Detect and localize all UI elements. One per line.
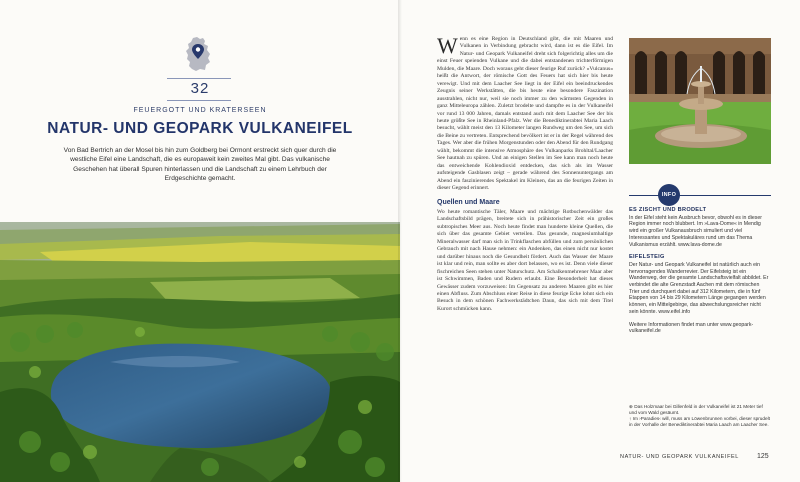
info-box — [629, 207, 771, 341]
info-badge: INFO — [658, 184, 680, 206]
drop-cap: W — [437, 33, 458, 58]
info-divider — [629, 195, 771, 196]
number-rule-bottom — [167, 100, 231, 101]
page-number: 125 — [757, 453, 769, 460]
chapter-kicker: FEUERGOTT UND KRATERSEEN — [133, 107, 267, 114]
article-intro — [437, 33, 613, 193]
lead-paragraph: Von Bad Bertrich an der Mosel bis hin zum Goldberg bei Ormont erstreckt sich quer durch die westliche Eifel eine Landschaft, die es europaweit kein zweites Mal gibt. Das vulkanische Geschehen hat überall Spuren hinterlassen und die Landschaft zu einem Lehrbuch der Erdgeschichte gemacht. — [63, 147, 337, 183]
caption-lake: ⊕ Das Holzmaar bei Gillenfeld in der Vulkaneifel ist 21 Meter tief und vom Wald gesäumt. — [629, 404, 763, 415]
chapter-title: NATUR- UND GEOPARK VULKANEIFEL — [47, 120, 353, 137]
chapter-number: 32 — [190, 80, 210, 97]
germany-map-icon — [183, 36, 213, 72]
info-section-2-text: Der Natur- und Geopark Vulkaneifel ist natürlich auch ein hervorragendes Wanderrevier. Der Eifelsteig ist ein Wanderweg, der die gesamte Landschaftsvielfalt abbildet. Er verbindet die alte Grenzstadt Aachen mit dem römischen Trier und durchquert dabei auf 312 Kilometern, die in fünf Etappen von 14 bis 29 Kilometern Länge gegangen werden können, ein Mittelgebirge, das abwechslungsreicher nicht sein könnte. www.eifel.info — [629, 261, 769, 315]
number-rule-top — [167, 78, 231, 79]
book-gutter — [398, 0, 402, 482]
article-column — [437, 33, 613, 313]
section-subhead: Quellen und Maare — [437, 198, 500, 206]
article-body: Wo heute romantische Täler, Maare und mächtige Rotbuchenwälder das Landschaftsbild prägen, breitete sich in prähistorischer Zeit ein großes subtropisches Meer aus. Noch heute findet man hunderte kleine Quellen, die sich über das gesamte Gebiet verteilen. Das gesunde, magnesiumhaltige Mineralwasser darf man sich in Trinkflaschen abfüllen und zum persönlichen Gebrauch mit nach Hause nehmen: ein Andenken, das einen nicht nur kostet und darüber hinaus noch die Gesundheit fördert. Auch das Wasser der Maare ist klar und rein, man sollte es aber dort belassen, wo es ist. Denn viele dieser fischreichen Seen stehen unter Naturschutz. Am Schalkenmehrener Maar aber ist Schwimmen, Baden und Rudern erlaubt. Eine Besonderheit hat dieses Gewässer zudem vorzuweisen: Im Gegensatz zu anderen Maaren gibt es hier einen Abfluss. Zum Abschluss einer Reise in diese feurige Ecke lohnt sich ein Besuch in dem schönen Fachwerkstädtchen Daun, das sich mit dem Titel Kurort schmücken kann. — [437, 208, 613, 312]
fountain-photo — [629, 38, 771, 164]
info-section-1-title: ES ZISCHT UND BRODELT — [629, 207, 707, 213]
running-footer: NATUR- UND GEOPARK VULKANEIFEL — [620, 454, 739, 460]
intro-text: enn es eine Region in Deutschland gibt, die mit Maaren und Vulkanen in Verbindung gebracht wird, dann ist es die Eifel. Im Natur- und Geopark Vulkaneifel dreht sich folgerichtig alles um die einst Feuer speienden Vulkane und die dabei entstandenen trichterförmigen Mulden, die Maare. Doch woraus geht dieser feurige Ruf zurück? »Vulcanus« heißt die Antwort, der römische Gott des Feuers hat sich hier bis heute verewigt. Und mit dem Laacher See liegt in der Eifel ein beeindruckendes Zeugnis seiner Werkstätten, die bis heute eine besondere Faszination ausstrahlen, nicht nur, weil sie noch immer zu den wärmsten Gegenden in ganz Mitteleuropa zählen. Zuletzt brodelte und dampfte es in der Vulkaneifel vor rund 13 000 Jahren, damals entstand auch mit dem Laacher See der bis heute größte See in Rheinland-Pfalz. Wer die Benediktinerabtei Maria Laach besucht, wählt meist den 13 Kilometer langen Rundweg um den See, um sich die Beine zu vertreten. Entsprechend bevölkert ist er in der Regel während des Tages. Wer aber die frühen Morgenstunden oder den Abend für den Rundgang wählt, bekommt die intensive Atmosphäre des Vulkanparks Brohltal/Laacher See hautnah zu spüren. Und an einigen Stellen im See kann man noch heute das entweichende Kohlendioxid entdecken, das sich als im Wasser aufsteigende Gasblasen zeigt – gerade während des Sonnenuntergangs am Abend ein faszinierendes Spektakel im Kleinen, das an die feurigen Zeiten in dieser Gegend erinnert. — [437, 36, 613, 192]
lake-aerial-photo — [0, 222, 400, 482]
info-section-1-text: In der Eifel steht kein Ausbruch bevor, obwohl es in dieser Region immer noch blubbert. Im »Lava-Dome« in Mendig wird ein großer Vulkanausbruch simuliert und viel Interessantes und Spektakuläres rund um das Thema Vulkanismus erzählt. www.lava-dome.de — [629, 214, 762, 248]
photo-captions — [629, 404, 771, 428]
info-section-3-text: Weitere Informationen findet man unter www.geopark-vulkaneifel.de — [629, 321, 754, 335]
caption-fountain: ↑ Im ›Paradies‹ will, muss am Löwenbrunnen vorbei, dieser sprudelt in der Vorhalle der Benediktinerabtei Maria Laach am Laacher See. — [629, 415, 770, 427]
info-section-2-title: EIFELSTEIG — [629, 254, 665, 261]
